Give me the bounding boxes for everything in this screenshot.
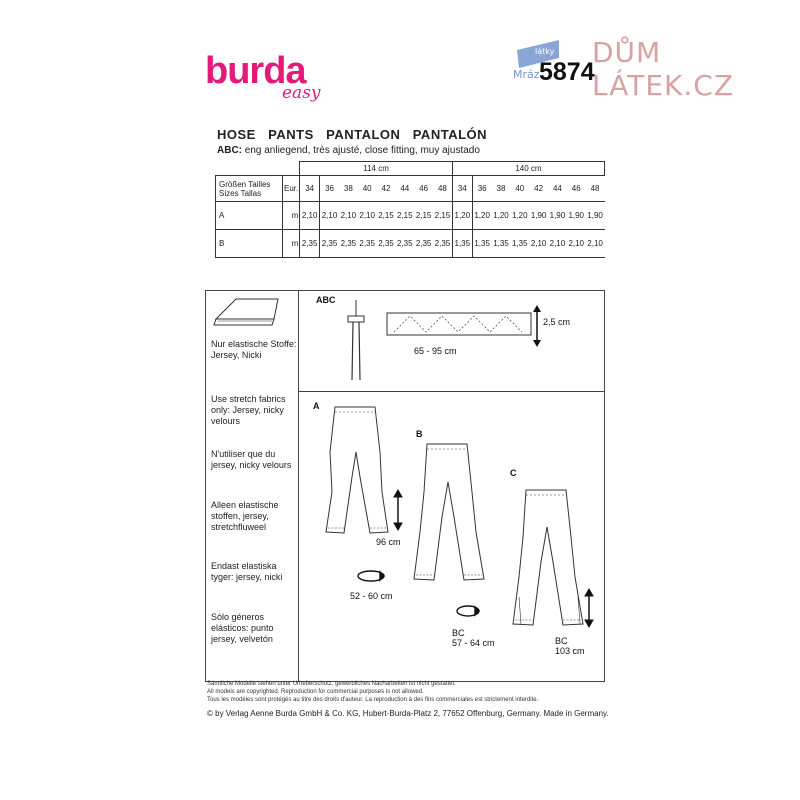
table-corner (216, 162, 283, 176)
size-114-44: 44 (395, 176, 414, 202)
elastic-width: 2,5 cm (543, 317, 571, 327)
bc-hem: 57 - 64 cm (452, 638, 495, 648)
yardage-140-cell: 1,90 (548, 202, 567, 230)
yardage-114-cell: 2,35 (339, 230, 358, 258)
size-label (216, 176, 283, 202)
width-140-header: 140 cm (452, 162, 604, 176)
size-114-36: 36 (320, 176, 339, 202)
view-c-letter: C (510, 468, 517, 478)
brand-name: burda (205, 50, 306, 92)
size-140-42: 42 (529, 176, 548, 202)
bc-hem-label: BC (452, 628, 465, 638)
garment-title: HOSE PANTS PANTALON PANTALÓN (217, 127, 488, 142)
yardage-140-cell: 1,20 (492, 202, 511, 230)
fabric-note-es: Sólo géneros elásticos: punto jersey, velvetón (211, 612, 274, 644)
size-label-line1: Größen Tailles (219, 179, 271, 189)
yardage-140-cell: 1,35 (472, 230, 491, 258)
yardage-114-cell: 2,15 (395, 202, 414, 230)
size-114-46: 46 (414, 176, 433, 202)
yardage-114-cell: 2,10 (358, 202, 377, 230)
yardage-114-cell: 2,10 (320, 202, 339, 230)
yardage-114-cell: 2,35 (433, 230, 452, 258)
yardage-140-cell: 1,90 (567, 202, 586, 230)
yardage-114-cell: 2,35 (377, 230, 396, 258)
size-140-40: 40 (510, 176, 529, 202)
size-114-42: 42 (377, 176, 396, 202)
yardage-114-cell: 2,35 (358, 230, 377, 258)
yardage-140-cell: 2,10 (567, 230, 586, 258)
shop-badge-bottom: Mráz (513, 68, 540, 81)
pants-a-drawing (326, 407, 388, 533)
bc-hem-circle-icon (457, 606, 479, 616)
size-114-40: 40 (358, 176, 377, 202)
yardage-140-cell: 1,90 (529, 202, 548, 230)
fit-description (217, 145, 480, 156)
size-114-34: 34 (300, 176, 320, 202)
yardage-140-cell: 1,35 (492, 230, 511, 258)
fabric-fold-icon (210, 293, 280, 329)
fabric-note-nl: Alleen elastische stoffen, jersey, stretchfluweel (211, 500, 279, 532)
size-114-38: 38 (339, 176, 358, 202)
a-length: 96 cm (376, 537, 401, 547)
legal-de: Sämtliche Modelle stehen unter Urheberschutz, gewerbliches Nacharbeiten ist nicht gestattet. (207, 681, 456, 687)
a-hem-circle-icon (358, 571, 384, 581)
yardage-table (215, 161, 605, 258)
yardage-140-cell: 1,20 (472, 202, 491, 230)
eur-label: Eur. (283, 176, 300, 202)
shop-name: DŮM LÁTEK.CZ (592, 36, 735, 102)
yardage-114-cell: 2,15 (433, 202, 452, 230)
brand-sub: easy (282, 83, 321, 103)
yardage-114-cell: 2,35 (414, 230, 433, 258)
fabric-note-de: Nur elastische Stoffe: Jersey, Nicki (211, 339, 297, 360)
size-140-38: 38 (492, 176, 511, 202)
yardage-114-cell: 2,10 (339, 202, 358, 230)
elastic-width-arrow-icon (530, 305, 544, 347)
yardage-114-cell: 2,35 (395, 230, 414, 258)
yardage-140-cell: 1,20 (510, 202, 529, 230)
fabric-note-sv: Endast elastiska tyger: jersey, nicki (211, 561, 283, 582)
view-a-label: A (216, 202, 283, 230)
fabric-note-fr: N'utiliser que du jersey, nicky velours (211, 449, 292, 470)
yardage-114-cell: 2,35 (320, 230, 339, 258)
yardage-140-cell: 1,90 (586, 202, 605, 230)
a-hem: 52 - 60 cm (350, 591, 393, 601)
pants-c-drawing (513, 490, 583, 625)
yardage-140-cell: 2,10 (586, 230, 605, 258)
size-label-line2: Sizes Tallas (219, 188, 262, 198)
size-140-48: 48 (586, 176, 605, 202)
shop-badge-top: látky (535, 47, 555, 56)
legal-fr: Tous les modèles sont protégés au titre des droits d'auteur. La reproduction à des fins commerciales est strictement interdite. (207, 697, 539, 703)
legal-en: All models are copyrighted. Reproduction for commercial purposes is not allowed. (207, 689, 424, 695)
size-114-48: 48 (433, 176, 452, 202)
yardage-114-cell: 2,10 (300, 202, 320, 230)
fit-prefix: ABC: (217, 145, 242, 156)
size-140-46: 46 (567, 176, 586, 202)
yardage-140-cell: 1,35 (510, 230, 529, 258)
size-140-34: 34 (452, 176, 472, 202)
notions-view-label: ABC (316, 295, 336, 305)
yardage-140-cell: 1,35 (452, 230, 472, 258)
view-b-label: B (216, 230, 283, 258)
yardage-140-cell: 2,10 (548, 230, 567, 258)
bodkin-icon (345, 300, 367, 384)
yardage-140-cell: 2,10 (529, 230, 548, 258)
unit-b: m (283, 230, 300, 258)
elastic-band-icon (386, 312, 532, 336)
yardage-114-cell: 2,15 (414, 202, 433, 230)
pattern-number: 5874 (539, 58, 595, 86)
unit-a: m (283, 202, 300, 230)
yardage-114-cell: 2,35 (300, 230, 320, 258)
width-114-header: 114 cm (300, 162, 453, 176)
burda-easy-logo (205, 50, 340, 110)
copyright: © by Verlag Aenne Burda GmbH & Co. KG, Hubert-Burda-Platz 2, 77652 Offenburg, Germany. Made in Germany. (207, 709, 609, 718)
a-length-arrow-icon (394, 490, 402, 530)
view-b-letter: B (416, 429, 423, 439)
yardage-114-cell: 2,15 (377, 202, 396, 230)
fabric-note-en: Use stretch fabrics only: Jersey, nicky velours (211, 394, 286, 426)
yardage-140-cell: 1,20 (452, 202, 472, 230)
elastic-length: 65 - 95 cm (414, 346, 457, 356)
view-a-letter: A (313, 401, 320, 411)
pants-b-drawing (414, 444, 484, 580)
bc-length: 103 cm (555, 646, 585, 656)
fit-text: eng anliegend, très ajusté, close fitting, muy ajustado (242, 145, 480, 156)
bc-length-arrow-icon (585, 589, 593, 627)
bc-length-label: BC (555, 636, 568, 646)
size-140-44: 44 (548, 176, 567, 202)
size-140-36: 36 (472, 176, 491, 202)
